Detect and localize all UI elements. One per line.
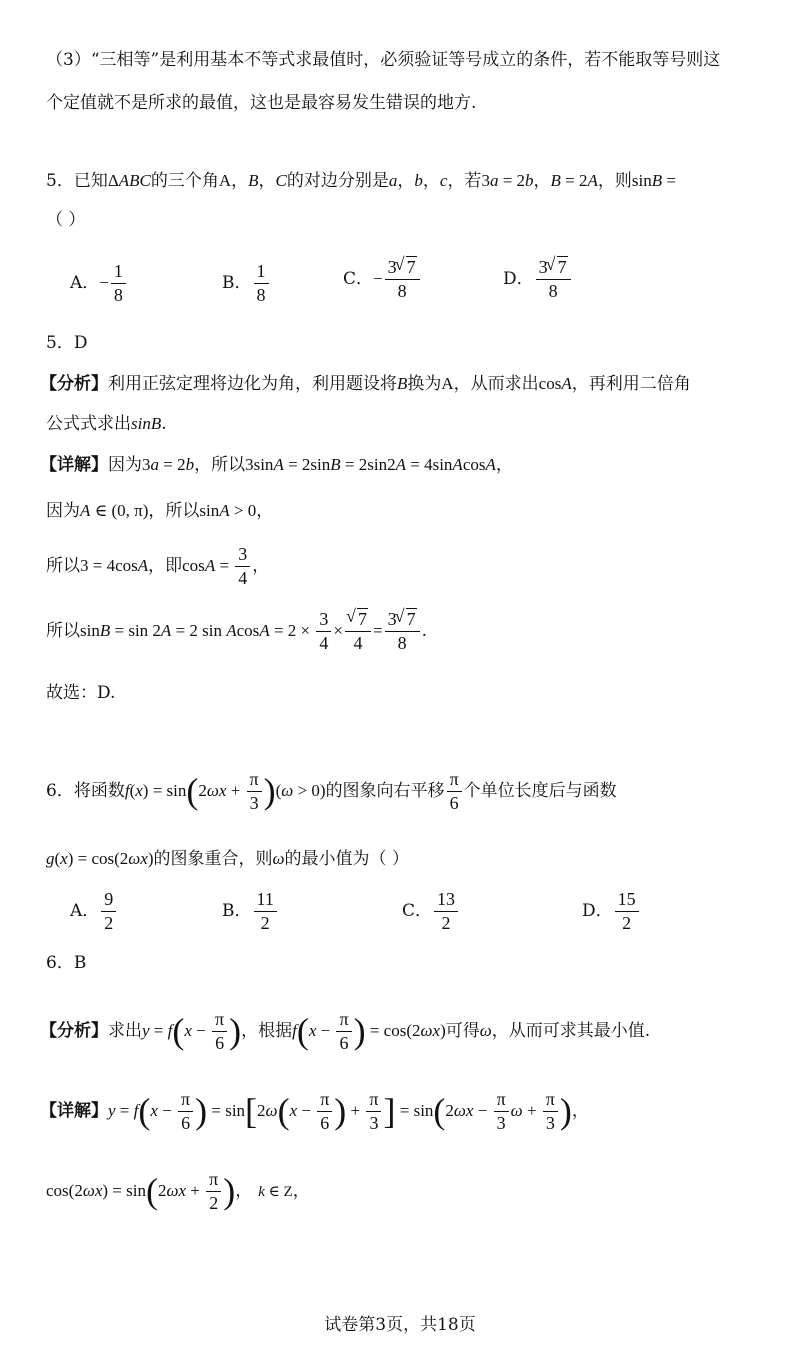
q5-option-a[interactable]: A．− $\frac{1}{8}$ bbox=[70, 262, 128, 305]
q6-option-d[interactable]: D． $\frac{15}{2}$ bbox=[582, 890, 641, 933]
q5-detail-line-2: 因为A ∈ (0, π)，所以sinA > 0， bbox=[46, 501, 274, 521]
q6-analysis: 【分析】求出y = f(x − $\frac{\pi}{6}$ )，根据f(x − $\frac{\pi}{6}$ ) = cos(2ωx)可得ω，从而可求其最小值. bbox=[40, 1009, 651, 1053]
q5-detail-line-4: 所以sinB = sin 2A = 2 sin AcosA = 2 × $\frac{3}{4}$ × √ $\frac{7}{4}$ = $\frac{3√ 7}{8}$ . bbox=[46, 610, 427, 653]
q5-detail-line-3: 所以3 = 4cosA，即cosA = $\frac{3}{4}$ ， bbox=[46, 544, 270, 588]
q6-detail-line-1: 【详解】y = f(x − $\frac{\pi}{6}$ ) = sin[2ω(x − $\frac{\pi}{6}$ ) + $\frac{\pi}{3}$ ] = sin(2ωx − $\frac{\pi}{3}$ ω + $\frac{\pi}{3}$ )， bbox=[40, 1089, 589, 1133]
q5-option-c[interactable]: C．− $\frac{3√ 7}{8}$ bbox=[343, 258, 422, 301]
page-footer: 试卷第3页，共18页 bbox=[324, 1315, 476, 1335]
q6-detail-line-2: cos(2ωx) = sin(2ωx + $\frac{\pi}{2}$ )， k ∈ Z， bbox=[46, 1169, 310, 1213]
q6-option-b[interactable]: B． $\frac{11}{2}$ bbox=[222, 890, 279, 933]
q5-stem: 5．已知ΔABC的三个角A，B，C的对边分别是a，b，c，若3a = 2b，B = 2A，则sinB = bbox=[46, 171, 676, 191]
q6-answer: 6．B bbox=[46, 953, 87, 973]
q6-stem-line-2: g(x) = cos(2ωx)的图象重合，则ω的最小值为（ ） bbox=[46, 849, 409, 869]
q6-option-c[interactable]: C． $\frac{13}{2}$ bbox=[402, 890, 460, 933]
q5-detail-line-1: 【详解】因为3a = 2b，所以3sinA = 2sinB = 2sin2A = 4sinAcosA， bbox=[40, 455, 513, 475]
q6-stem-line-1: 6．将函数f(x) = sin(2ωx + $\frac{\pi}{3}$ )(ω > 0)的图象向右平移 $\frac{\pi}{6}$ 个单位长度后与函数 bbox=[46, 769, 617, 813]
q5-answer: 5．D bbox=[46, 333, 88, 353]
q5-paren: （ ） bbox=[46, 210, 86, 230]
q6-option-a[interactable]: A． $\frac{9}{2}$ bbox=[70, 890, 118, 933]
q5-analysis-line-2: 公式式求出sinB. bbox=[46, 414, 167, 434]
note-3-line-1: （3）“三相等”是利用基本不等式求最值时，必须验证等号成立的条件，若不能取等号则这 bbox=[46, 50, 721, 70]
q5-analysis-line-1: 【分析】利用正弦定理将边化为角，利用题设将B换为A，从而求出cosA，再利用二倍角 bbox=[40, 374, 691, 394]
q5-option-d[interactable]: D． $\frac{3√ 7}{8}$ bbox=[503, 258, 573, 301]
note-3-line-2: 个定值就不是所求的最值，这也是最容易发生错误的地方. bbox=[46, 93, 477, 113]
q5-option-b[interactable]: B． $\frac{1}{8}$ bbox=[222, 262, 271, 305]
q5-conclusion: 故选：D. bbox=[46, 683, 116, 703]
